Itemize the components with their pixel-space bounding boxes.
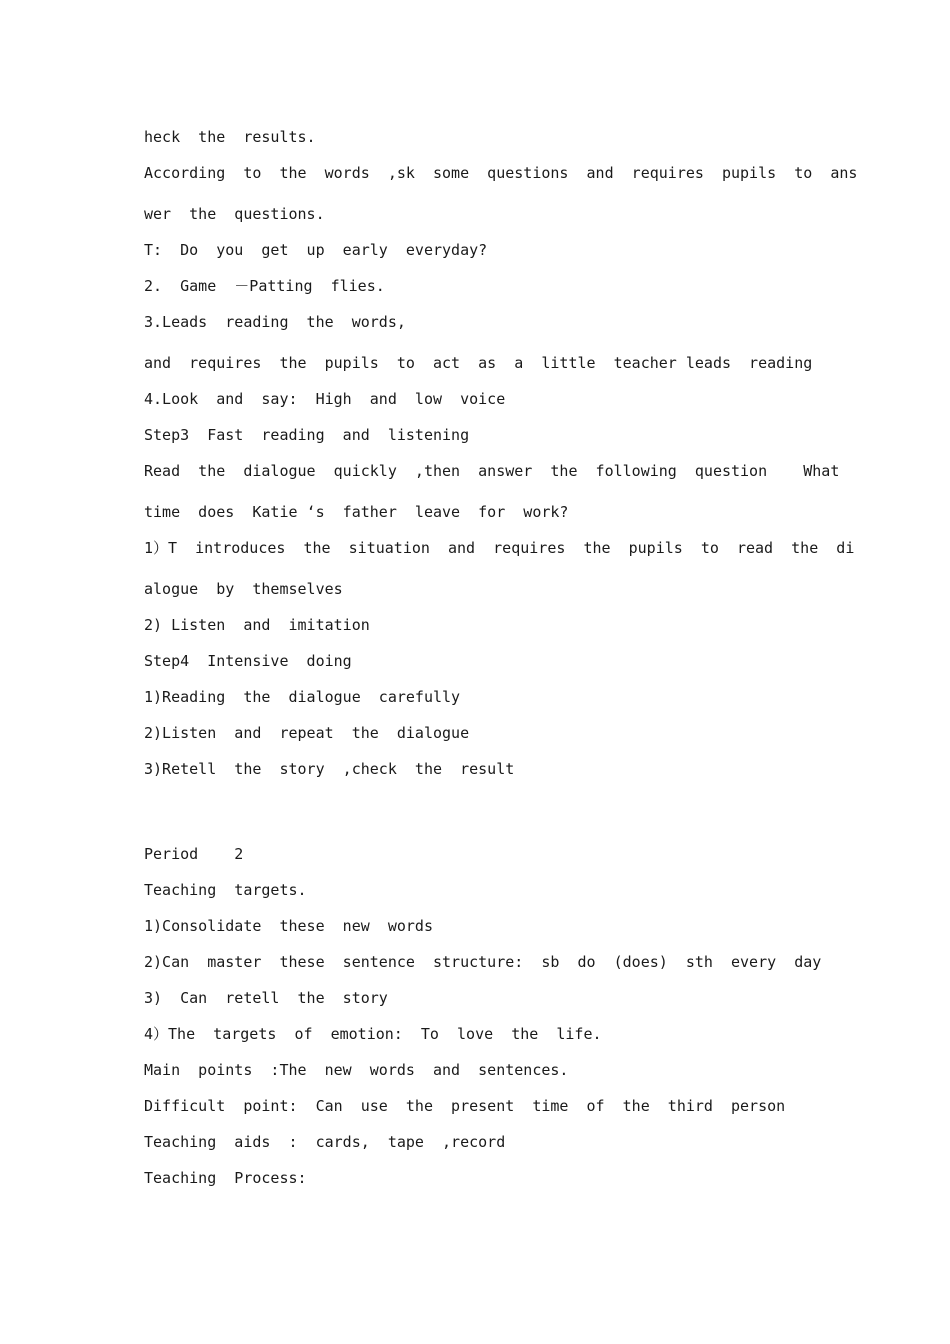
text-line-look-and-say: 4.Look and say: High and low voice	[144, 390, 506, 408]
text-line-teaching-process: Teaching Process:	[144, 1169, 307, 1187]
text-line-leads-reading: 3.Leads reading the words,	[144, 313, 406, 331]
text-line-consolidate-words: 1)Consolidate these new words	[144, 917, 433, 935]
text-line-introduces-situation: 1）T introduces the situation and requires the pupils to read the di	[144, 539, 855, 557]
text-line-little-teacher: and requires the pupils to act as a little teacher leads reading	[144, 354, 813, 372]
text-line-step4-heading: Step4 Intensive doing	[144, 652, 352, 670]
text-line-read-dialogue: Read the dialogue quickly ,then answer the following question What	[144, 462, 840, 480]
text-line-game-patting-flies: 2. Game －Patting flies.	[144, 277, 385, 295]
text-line-answer-questions: wer the questions.	[144, 205, 325, 223]
text-line-teaching-targets: Teaching targets.	[144, 881, 307, 899]
text-line-reading-carefully: 1)Reading the dialogue carefully	[144, 688, 461, 706]
text-line-listen-repeat: 2)Listen and repeat the dialogue	[144, 724, 470, 742]
text-line-step3-heading: Step3 Fast reading and listening	[144, 426, 470, 444]
text-line-main-points: Main points :The new words and sentences.	[144, 1061, 569, 1079]
text-line-targets-emotion: 4）The targets of emotion: To love the life.	[144, 1025, 602, 1043]
text-line-retell-story: 3)Retell the story ,check the result	[144, 760, 515, 778]
text-line-dialogue-themselves: alogue by themselves	[144, 580, 343, 598]
text-line-check-results: heck the results.	[144, 128, 316, 146]
text-line-can-retell: 3) Can retell the story	[144, 989, 388, 1007]
text-line-teaching-aids: Teaching aids : cards, tape ,record	[144, 1133, 506, 1151]
text-line-listen-imitation: 2) Listen and imitation	[144, 616, 370, 634]
text-line-according-to-words: According to the words ,sk some questions and requires pupils to ans	[144, 164, 858, 182]
text-line-katie-father: time does Katie ‘s father leave for work?	[144, 503, 569, 521]
text-line-period-2: Period 2	[144, 845, 244, 863]
text-line-teacher-question: T: Do you get up early everyday?	[144, 241, 488, 259]
text-line-sentence-structure: 2)Can master these sentence structure: sb do (does) sth every day	[144, 953, 822, 971]
text-line-difficult-point: Difficult point: Can use the present time of the third person	[144, 1097, 786, 1115]
